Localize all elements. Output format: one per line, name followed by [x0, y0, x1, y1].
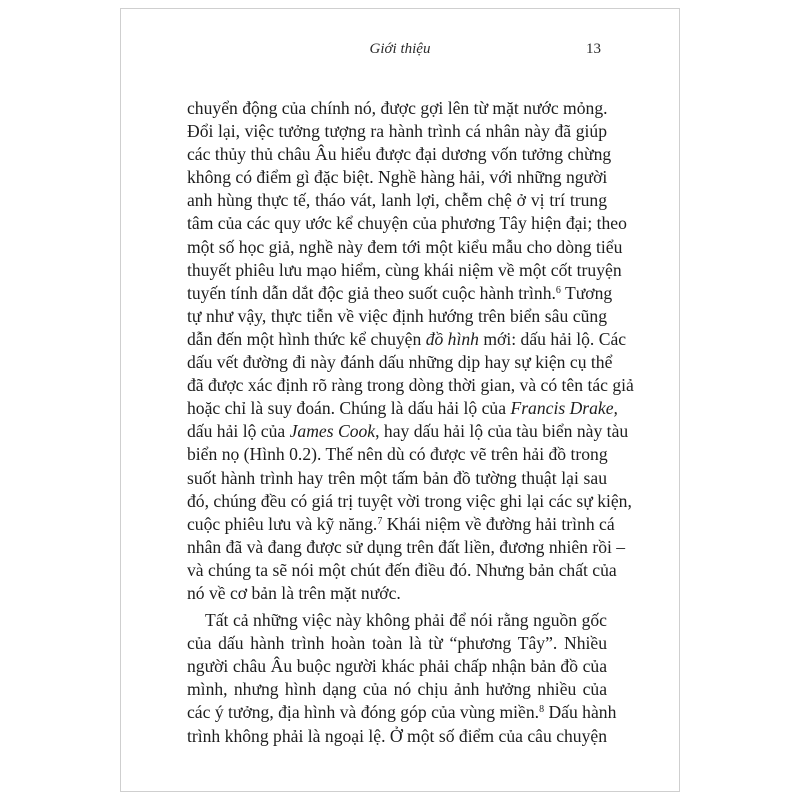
page-header [121, 41, 679, 65]
text-segment: Tương [560, 282, 613, 303]
text-line: trình không phải là ngoại lệ. Ở một số điểm của câu chuyện [187, 725, 607, 746]
text-line: tâm của các quy ước kể chuyện của phương Tây hiện đại; theo [187, 213, 627, 234]
text-line: suốt hành trình hay trên một tấm bản đồ tường thuật lại sau [187, 467, 607, 488]
text-line: chuyển động của chính nó, được gợi lên từ mặt nước mỏng. [187, 98, 608, 118]
text-line [187, 701, 617, 724]
text-line [187, 420, 629, 443]
text-line: và chúng ta sẽ nói một chút đến điều đó. Nhưng bản chất của [187, 559, 617, 580]
text-line: nó về cơ bản là trên mặt nước. [187, 582, 401, 603]
text-line: một số học giả, nghề này đem tới một kiểu mẫu cho dòng tiểu [187, 236, 623, 257]
text-segment: Khái niệm về đường hải trình cá [382, 513, 615, 534]
footnote-marker: 7 [377, 515, 383, 527]
text-line [187, 328, 627, 351]
running-title: Giới thiệu [369, 41, 431, 57]
text-line: tự như vậy, thực tiễn về việc định hướng trên biển sâu cũng [187, 305, 607, 326]
text-line: dấu vết đường đi này đánh dấu những dịp hay sự kiện cụ thể [187, 352, 613, 373]
text-line: anh hùng thực tế, tháo vát, lanh lợi, chễm chệ ở vị trí trung [187, 190, 607, 211]
text-line: Tất cả những việc này không phải để nói rằng nguồn gốc [205, 610, 607, 631]
paragraph [187, 609, 617, 748]
footnote-marker: 6 [555, 284, 561, 296]
text-segment: dẫn đến một hình thức kể chuyện [187, 328, 426, 349]
text-line [187, 397, 618, 420]
text-line: đã được xác định rõ ràng trong dòng thời gian, và có tên tác giả [187, 375, 634, 396]
text-line: người châu Âu buộc người khác phải chấp nhận bản đồ của [187, 656, 607, 677]
text-line: Đổi lại, việc tưởng tượng ra hành trình cá nhân này đã giúp [187, 121, 607, 142]
text-line: thuyết phiêu lưu mạo hiểm, cùng khái niệm về một cốt truyện [187, 259, 622, 280]
text-line: đó, chúng đều có giá trị tuyệt vời trong việc ghi lại các sự kiện, [187, 490, 632, 511]
text-segment: , hay dấu hải lộ của tàu biển này tàu [375, 421, 629, 442]
text-line: biển nọ (Hình 0.2). Thế nên dù có được vẽ trên hải đồ trong [187, 444, 608, 465]
body-text [187, 97, 634, 748]
text-segment: dấu hải lộ của [187, 421, 290, 442]
text-segment: cuộc phiêu lưu và kỹ năng. [187, 513, 378, 534]
italic-term: James Cook [289, 421, 376, 442]
italic-term: Francis Drake, [510, 398, 618, 419]
text-line: nhân đã và đang được sử dụng trên đất liền, đương nhiên rồi – [187, 536, 626, 557]
text-segment: các ý tưởng, địa hình và đóng góp của vùng miền. [187, 702, 540, 723]
text-segment: Dấu hành [544, 702, 617, 723]
text-line: các thủy thủ châu Âu hiểu được đại dương vốn tưởng chừng [187, 144, 612, 165]
text-line: mình, nhưng hình dạng của nó chịu ảnh hưởng nhiều của [187, 679, 607, 700]
text-line: không có điểm gì đặc biệt. Nghề hàng hải, với những người [187, 167, 608, 188]
text-line: của dấu hành trình hoàn toàn là từ “phương Tây”. Nhiều [187, 633, 607, 654]
page-number: 13 [586, 41, 601, 57]
footnote-marker: 8 [539, 704, 545, 716]
text-segment: hoặc chỉ là suy đoán. Chúng là dấu hải lộ của [187, 398, 511, 419]
italic-term: đồ hình [425, 328, 479, 349]
text-segment: mới: dấu hải lộ. Các [478, 328, 627, 349]
paragraph [187, 97, 634, 605]
text-line [187, 282, 613, 305]
text-line [187, 513, 615, 536]
text-segment: tuyến tính dẫn dắt độc giả theo suốt cuộc hành trình. [187, 282, 556, 303]
book-page [120, 8, 680, 792]
